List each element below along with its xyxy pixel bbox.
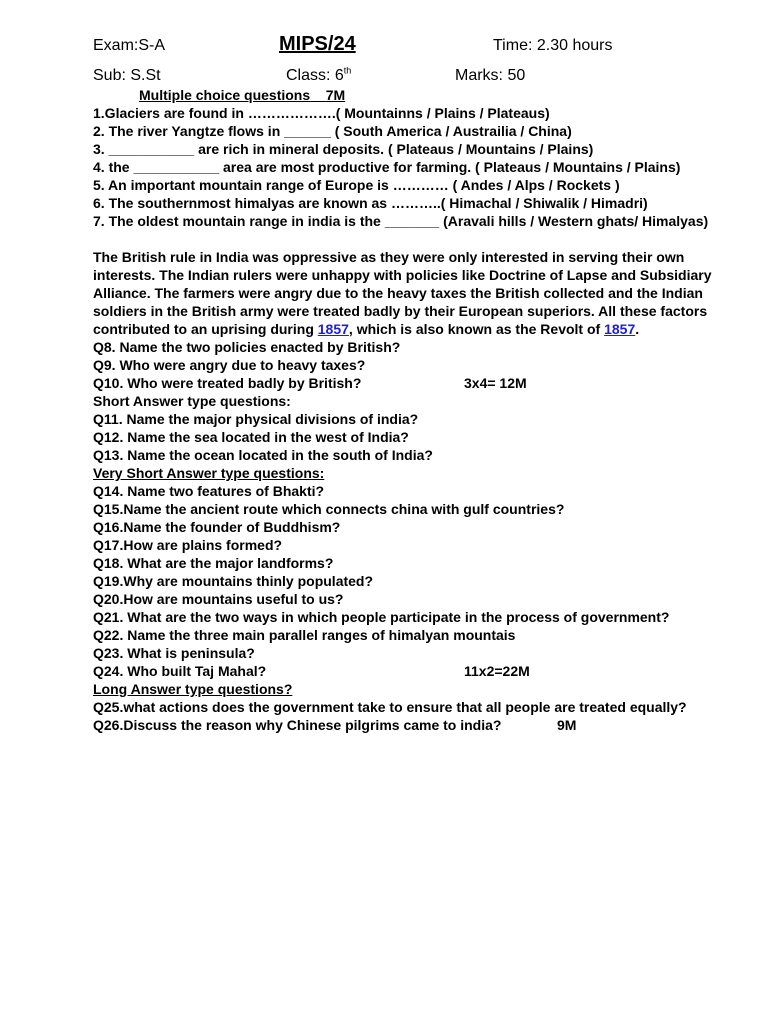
mcq-item: 7. The oldest mountain range in india is the _______ (Aravali hills / Western ghats/ Himalyas) [93, 213, 709, 229]
paper-title: MIPS/24 [279, 33, 356, 55]
long-answer-item: Q26.Discuss the reason why Chinese pilgrims came to india? [93, 717, 502, 733]
very-short-item: Q23. What is peninsula? [93, 645, 255, 661]
marks-label: Marks: 50 [455, 67, 526, 84]
very-short-heading: Very Short Answer type questions: [93, 465, 325, 481]
very-short-item: Q20.How are mountains useful to us? [93, 591, 344, 607]
question-body [93, 86, 712, 734]
passage-line: Alliance. The farmers were angry due to the heavy taxes the British collected and the Indian [93, 285, 703, 301]
subject-label: Sub: S.St [93, 67, 161, 84]
long-answer-heading: Long Answer type questions? [93, 681, 293, 697]
very-short-item: Q18. What are the major landforms? [93, 555, 334, 571]
section-marks: 11x2=22M [464, 663, 530, 679]
year-link[interactable]: 1857 [317, 321, 349, 337]
very-short-item: Q22. Name the three main parallel ranges of himalyan mountais [93, 627, 516, 643]
passage-question-row [93, 374, 673, 392]
section-marks: 3x4= 12M [464, 375, 527, 391]
section-marks: 9M [557, 717, 577, 733]
mcq-item: 4. the ___________ area are most productive for farming. ( Plateaus / Mountains / Plains) [93, 159, 681, 175]
long-answer-item: Q25.what actions does the government take to ensure that all people are treated equally? [93, 699, 687, 715]
short-answer-item: Q12. Name the sea located in the west of India? [93, 429, 409, 445]
very-short-item-row [93, 662, 673, 680]
mcq-item: 1.Glaciers are found in ……………….( Mountainns / Plains / Plateaus) [93, 105, 550, 121]
passage-text: contributed to an uprising during [93, 321, 318, 337]
passage-question: Q8. Name the two policies enacted by British? [93, 339, 401, 355]
passage-question: Q9. Who were angry due to heavy taxes? [93, 357, 366, 373]
passage-text: , which is also known as the Revolt of [348, 321, 605, 337]
mcq-item: 3. ___________ are rich in mineral deposits. ( Plateaus / Mountains / Plains) [93, 141, 594, 157]
class-label [286, 67, 351, 85]
passage-line: interests. The Indian rulers were unhappy with policies like Doctrine of Lapse and Subsidiary [93, 267, 712, 283]
passage-text: . [635, 321, 640, 337]
passage-line: The British rule in India was oppressive as they were only interested in serving their own [93, 249, 685, 265]
mcq-item: 2. The river Yangtze flows in ______ ( South America / Austrailia / China) [93, 123, 572, 139]
short-answer-item: Q13. Name the ocean located in the south of India? [93, 447, 433, 463]
year-link[interactable]: 1857 [604, 321, 636, 337]
passage-line [93, 320, 673, 338]
very-short-item: Q16.Name the founder of Buddhism? [93, 519, 341, 535]
passage [93, 248, 712, 338]
mcq-item: 6. The southernmost himalyas are known as ………..( Himachal / Shiwalik / Himadri) [93, 195, 648, 211]
very-short-item: Q21. What are the two ways in which people participate in the process of government? [93, 609, 670, 625]
mcq-heading-text: Multiple choice questions [139, 87, 311, 103]
very-short-item: Q15.Name the ancient route which connects china with gulf countries? [93, 501, 565, 517]
passage-question: Q10. Who were treated badly by British? [93, 375, 362, 391]
very-short-item: Q17.How are plains formed? [93, 537, 283, 553]
time-label: Time: 2.30 hours [493, 37, 613, 54]
short-answer-item: Q11. Name the major physical divisions of india? [93, 411, 419, 427]
short-answer-heading: Short Answer type questions: [93, 393, 291, 409]
very-short-item: Q14. Name two features of Bhakti? [93, 483, 325, 499]
mcq-item: 5. An important mountain range of Europe is ………… ( Andes / Alps / Rockets ) [93, 177, 620, 193]
long-answer-item-row [93, 716, 673, 734]
very-short-item: Q19.Why are mountains thinly populated? [93, 573, 374, 589]
class-superscript: th [343, 65, 352, 76]
mcq-heading-marks: 7M [325, 87, 346, 103]
very-short-item: Q24. Who built Taj Mahal? [93, 663, 267, 679]
mcq-heading [93, 86, 673, 104]
class-value: Class: 6 [286, 67, 344, 84]
passage-line: soldiers in the British army were treated badly by their European superiors. All these factors [93, 303, 708, 319]
exam-label: Exam:S-A [93, 37, 166, 54]
